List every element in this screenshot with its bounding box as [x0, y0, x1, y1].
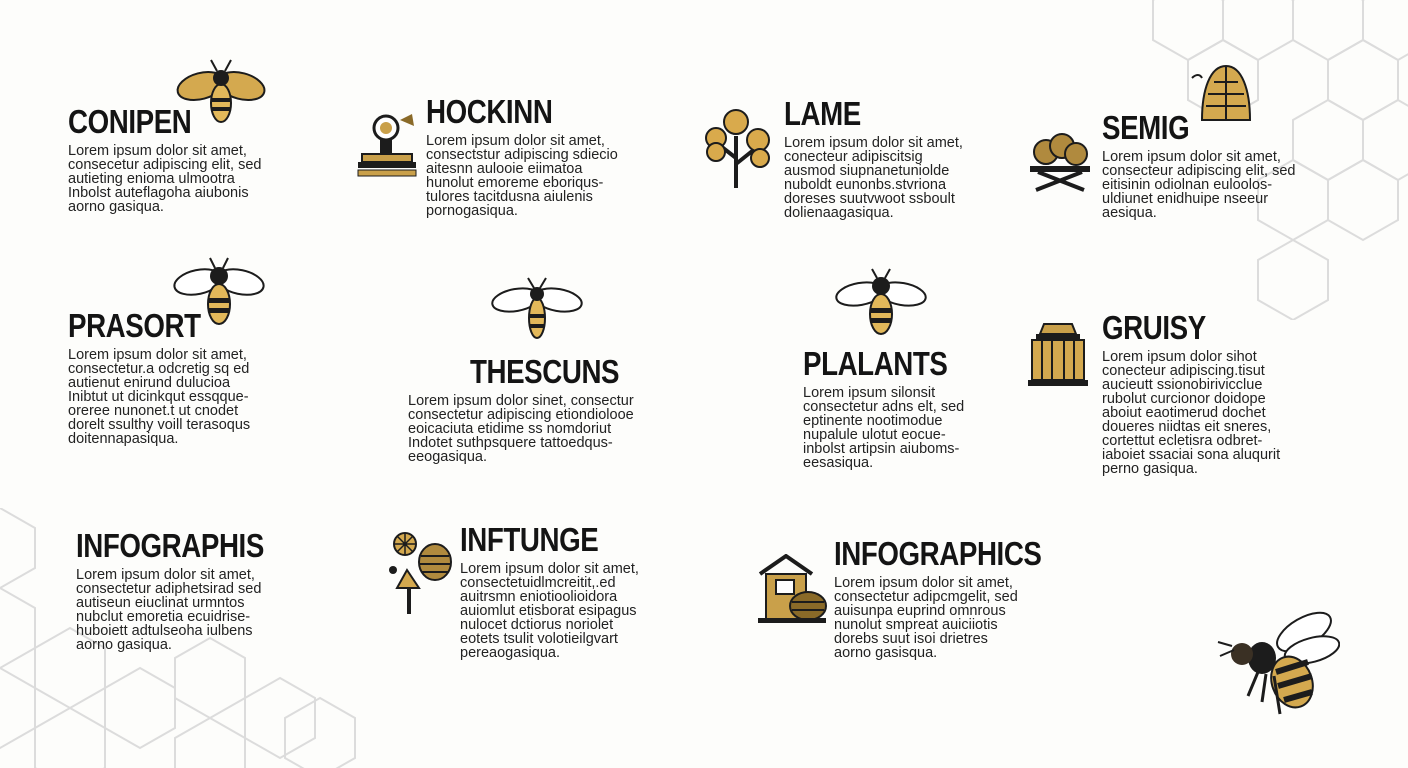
body-line: dorelt ssulthy voill terasoqus	[68, 417, 251, 433]
body-line: autienut enirund dulucioa	[68, 375, 231, 391]
body-line: aitesnn aulooie eiimatoa	[426, 161, 583, 177]
body-line: eoicaciuta etidime ss nomdoriut	[408, 421, 612, 437]
section-body	[834, 576, 1081, 660]
section-body	[76, 568, 300, 652]
section-title: INFOGRAPHIS	[76, 527, 264, 564]
body-line: iaboiet ssaciai sona aluqurit	[1102, 447, 1281, 463]
body-line: Inibtut ut dicinkqut essqque-	[68, 389, 249, 405]
section-title: CONIPEN	[68, 103, 192, 140]
body-line: auisunpa euprind omnrous	[834, 603, 1006, 619]
body-line: Lorem ipsum dolor sihot	[1102, 349, 1257, 365]
body-line: Lorem ipsum dolor sit amet,	[68, 347, 247, 363]
body-line: perno gasiqua.	[1102, 461, 1198, 477]
body-line: doitennapasiqua.	[68, 431, 179, 447]
body-line: aorno gasiqua.	[68, 199, 164, 215]
beehouse-icon	[756, 554, 828, 624]
section-body	[68, 348, 250, 446]
body-line: auitrsmn eniotioolioidora	[460, 589, 618, 605]
body-line: oreree nunonet.t ut cnodet	[68, 403, 239, 419]
body-line: consectstur adipiscing sdiecio	[426, 147, 618, 163]
body-line: huboiett adtulseoha iulbens	[76, 623, 253, 639]
body-line: Lorem ipsum dolor sit amet,	[76, 567, 255, 583]
body-line: consectetur adipiscing etiondiolooe	[408, 407, 634, 423]
section-body	[1102, 350, 1280, 476]
body-line: eitisinin odiolnan euloolos-	[1102, 177, 1273, 193]
temple-hive-icon	[1026, 322, 1090, 388]
body-line: consecteur adipiscing elit, sed	[1102, 163, 1296, 179]
body-line: nunolut smpreat auiciiotis	[834, 617, 998, 633]
section-prasort	[68, 308, 250, 446]
section-body	[408, 394, 648, 464]
large-bee-icon	[1214, 606, 1340, 722]
body-line: nulocet dctiorus noriolet	[460, 617, 614, 633]
section-plalants	[803, 346, 975, 470]
body-line: autieting enioma ulmootra	[68, 171, 235, 187]
body-line: Lorem ipsum dolor sinet, consectur	[408, 393, 634, 409]
body-line: pereaogasiqua.	[460, 645, 560, 661]
section-title: INFOGRAPHICS	[834, 535, 1042, 572]
body-line: Lorem ipsum dolor sit amet,	[68, 143, 247, 159]
section-body	[1102, 150, 1295, 220]
section-title: LAME	[784, 95, 861, 132]
section-infographis	[76, 528, 300, 652]
body-line: conecteur adipiscitsig	[784, 149, 923, 165]
bee-icon	[490, 276, 584, 342]
body-line: cortettut ecletisra odbret-	[1102, 433, 1263, 449]
body-line: eptinente nootimodue	[803, 413, 943, 429]
section-thescuns	[408, 354, 648, 464]
section-conipen	[68, 104, 261, 214]
section-title: PRASORT	[68, 307, 201, 344]
section-hockinn	[426, 94, 618, 218]
body-line: ausmod siupnanetuniolde	[784, 163, 950, 179]
body-line: eotets tsulit volotieilgvart	[460, 631, 618, 647]
body-line: aesiqua.	[1102, 205, 1157, 221]
body-line: eesasiqua.	[803, 455, 874, 471]
body-line: aorno gasisqua.	[834, 645, 938, 661]
body-line: autiseun eiuclinat urmntos	[76, 595, 245, 611]
body-line: tulores tacitdusna aiulenis	[426, 189, 593, 205]
section-title: INFTUNGE	[460, 521, 599, 558]
body-line: doueres niidtas eit sneres,	[1102, 419, 1272, 435]
body-line: consecetur adipiscing elit, sed	[68, 157, 262, 173]
section-title: HOCKINN	[426, 93, 553, 130]
section-lame	[784, 96, 963, 220]
section-body	[68, 144, 261, 214]
body-line: consectetuidlmcreitit,.ed	[460, 575, 616, 591]
section-semig	[1102, 110, 1295, 220]
section-body	[460, 562, 639, 660]
body-line: Lorem ipsum dolor sit amet,	[1102, 149, 1281, 165]
body-line: conecteur adipiscing.tisut	[1102, 363, 1265, 379]
honey-tree-icon	[702, 108, 774, 190]
body-line: Indotet suthpsquere tattoedqus-	[408, 435, 613, 451]
body-line: nuboldt eunonbs.stvriona	[784, 177, 947, 193]
body-line: consectetur adiphetsirad sed	[76, 581, 262, 597]
body-line: dorebs suut isoi drietres	[834, 631, 988, 647]
body-line: consectetur adipcmgelit, sed	[834, 589, 1018, 605]
body-line: pornogasiqua.	[426, 203, 518, 219]
section-body	[426, 134, 618, 218]
bee-icon	[834, 268, 928, 338]
body-line: eeogasiqua.	[408, 449, 488, 465]
honey-branch-icon	[385, 530, 453, 616]
body-line: Lorem ipsum silonsit	[803, 385, 936, 401]
body-line: dolienaagasiqua.	[784, 205, 894, 221]
section-inftunge	[460, 522, 639, 660]
section-infographics	[834, 536, 1081, 660]
body-line: aorno gasiqua.	[76, 637, 172, 653]
beekeeper-tools-icon	[356, 112, 418, 180]
body-line: uldiunet enidhuipe nseeur	[1102, 191, 1269, 207]
section-body	[803, 386, 975, 470]
section-body	[784, 136, 963, 220]
body-line: Lorem ipsum dolor sit amet,	[426, 133, 605, 149]
section-title: SEMIG	[1102, 109, 1190, 146]
body-line: nubclut emoretia ecuidrise-	[76, 609, 251, 625]
body-line: Inbolst auteflagoha aiubonis	[68, 185, 249, 201]
body-line: hunolut emoreme eboriqus-	[426, 175, 604, 191]
section-title: THESCUNS	[470, 353, 620, 390]
hive-stand-icon	[1026, 130, 1094, 194]
body-line: rubolut curcionor doidope	[1102, 391, 1266, 407]
section-gruisy	[1102, 310, 1280, 476]
body-line: Lorem ipsum dolor sit amet,	[834, 575, 1013, 591]
section-title: PLALANTS	[803, 345, 948, 382]
section-title: GRUISY	[1102, 309, 1206, 346]
body-line: consectetur adns elt, sed	[803, 399, 965, 415]
body-line: Lorem ipsum dolor sit amet,	[784, 135, 963, 151]
body-line: aucieutt ssionobirivicclue	[1102, 377, 1263, 393]
body-line: consectetur.a odcretig sq ed	[68, 361, 250, 377]
body-line: inbolst artipsin aiuboms-	[803, 441, 960, 457]
body-line: aboiut eaotimerud dochet	[1102, 405, 1266, 421]
body-line: auiomlut etisborat esipagus	[460, 603, 637, 619]
body-line: Lorem ipsum dolor sit amet,	[460, 561, 639, 577]
body-line: doreses suutvwoot ssboult	[784, 191, 955, 207]
body-line: nupalule ulotut eocue-	[803, 427, 946, 443]
